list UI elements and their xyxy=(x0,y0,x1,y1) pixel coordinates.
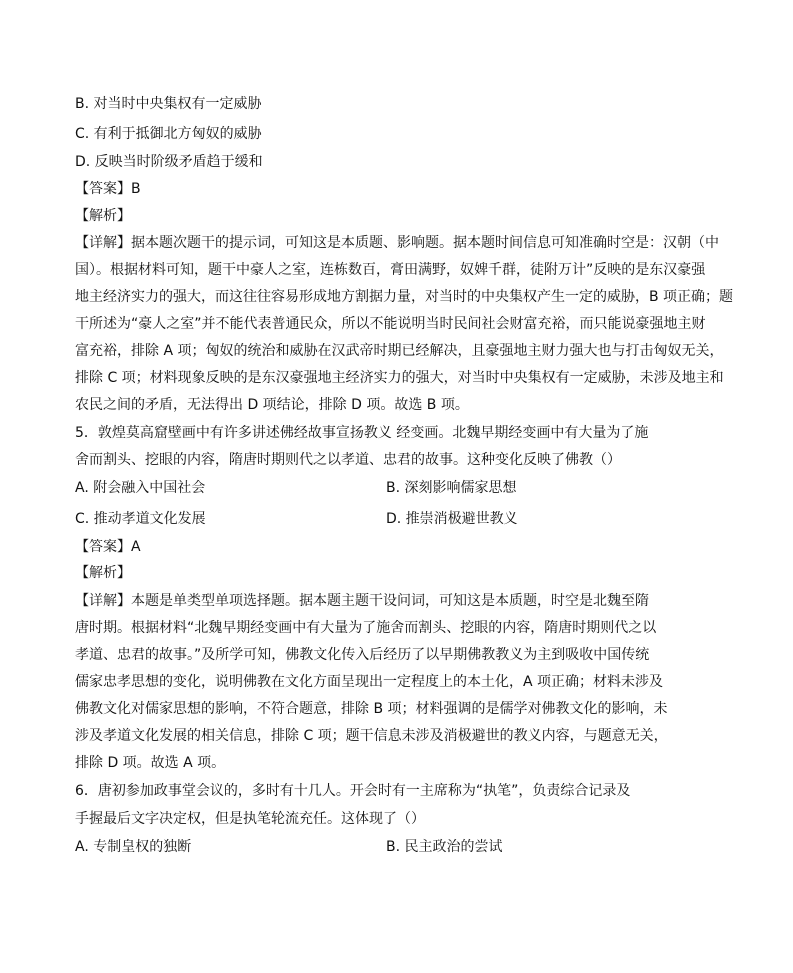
q4-answer xyxy=(75,179,141,199)
q4-option-b: B. 对当时中央集权有一定威胁 xyxy=(75,96,262,112)
q5-option-c: C. 推动孝道文化发展 xyxy=(75,511,206,527)
q4-detail-line: 干所述为“豪人之室”并不能代表普通民众，所以不能说明当时民间社会财富充裕，而只能说豪强地主财 xyxy=(75,316,706,332)
q5-option-d: D. 推崇消极避世教义 xyxy=(386,511,518,527)
q5-detail-line: 唐时期。根据材料“北魏早期经变画中有大量为了施舍而割头、挖眼的内容，隋唐时期则代之以 xyxy=(75,620,657,636)
q5-stem-line: 舍而割头、挖眼的内容，隋唐时期则代之以孝道、忠君的故事。这种变化反映了佛教（） xyxy=(75,452,621,468)
q6-option-b: B. 民主政治的尝试 xyxy=(386,839,503,855)
q5-detail-line: 儒家忠孝思想的变化，说明佛教在文化方面呈现出一定程度上的本土化，A 项正确；材料未涉及 xyxy=(75,674,664,690)
q4-detail-line: 地主经济实力的强大，而这往往容易形成地方割据力量，对当时的中央集权产生一定的威胁，B 项正确；题 xyxy=(75,289,734,305)
q4-detail-line: 国）。根据材料可知，题干中豪人之室，连栋数百，膏田满野，奴婢千群，徒附万计”反映的是东汉豪强 xyxy=(75,262,706,278)
q5-stem-line: 5．敦煌莫高窟壁画中有许多讲述佛经故事宣扬教义 经变画。北魏早期经变画中有大量为了施 xyxy=(75,425,649,441)
q5-option-a: A. 附会融入中国社会 xyxy=(75,480,206,496)
q5-detail-line: 排除 D 项。故选 A 项。 xyxy=(75,755,226,771)
q5-detail-line: 孝道、忠君的故事。”及所学可知，佛教文化传入后经历了以早期佛教教义为主到吸收中国传统 xyxy=(75,647,650,663)
answer-label: 【答案】 xyxy=(75,181,131,197)
q5-detail-line: 佛教文化对儒家思想的影响，不符合题意，排除 B 项；材料强调的是儒学对佛教文化的影响，未 xyxy=(75,701,668,717)
q4-detail-line: 排除 C 项；材料现象反映的是东汉豪强地主经济实力的强大，对当时中央集权有一定威胁，未涉及地主和 xyxy=(75,370,724,386)
q5-option-b: B. 深刻影响儒家思想 xyxy=(386,480,517,496)
q4-analysis-label: 【解析】 xyxy=(75,208,131,224)
q6-stem-line: 6．唐初参加政事堂会议的，多时有十几人。开会时有一主席称为“执笔”，负责综合记录及 xyxy=(75,783,631,799)
q6-option-a: A. 专制皇权的独断 xyxy=(75,839,192,855)
q4-detail-line: 富充裕，排除 A 项；匈奴的统治和威胁在汉武帝时期已经解决，且豪强地主财力强大也与打击匈奴无关， xyxy=(75,343,724,359)
answer-value: A xyxy=(131,539,141,555)
q4-option-c: C. 有利于抵御北方匈奴的威胁 xyxy=(75,126,262,142)
q4-detail-line: 农民之间的矛盾，无法得出 D 项结论，排除 D 项。故选 B 项。 xyxy=(75,397,469,413)
answer-value: B xyxy=(131,181,141,197)
answer-label: 【答案】 xyxy=(75,539,131,555)
q5-analysis-label: 【解析】 xyxy=(75,565,131,581)
q5-detail-line: 【详解】本题是单类型单项选择题。据本题主题干设问词，可知这是本质题，时空是北魏至隋 xyxy=(75,593,649,609)
q6-stem-line: 手握最后文字决定权，但是执笔轮流充任。这体现了（） xyxy=(75,811,425,827)
q4-detail-line: 【详解】据本题次题干的提示词，可知这是本质题、影响题。据本题时间信息可知准确时空是：汉朝（中 xyxy=(75,235,719,251)
q5-answer xyxy=(75,537,141,557)
q5-detail-line: 涉及孝道文化发展的相关信息，排除 C 项；题干信息未涉及消极避世的教义内容，与题意无关， xyxy=(75,728,668,744)
q4-option-d: D. 反映当时阶级矛盾趋于缓和 xyxy=(75,154,263,170)
